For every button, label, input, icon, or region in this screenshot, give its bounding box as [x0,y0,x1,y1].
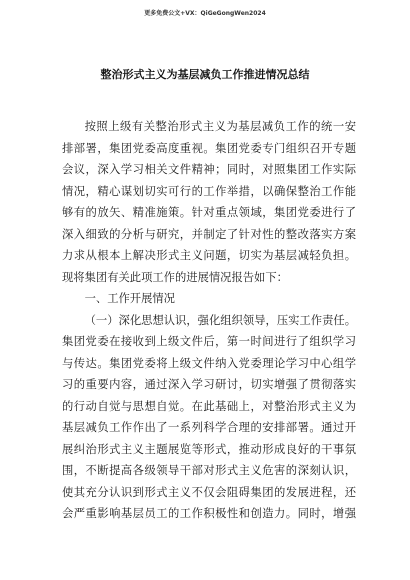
intro-line: 深入细致的分析与研究，并制定了针对性的整改落实方案 [62,227,356,241]
section-line: 使其充分认识到形式主义不仅会阻碍集团的发展进程，还 [62,485,356,499]
section-line: 习的重要内容，通过深入学习研讨，切实增强了贯彻落实 [62,378,356,391]
intro-paragraph [62,116,356,288]
section-heading: 一、工作开展情况 [84,292,175,305]
section-line: 与传达。集团党委将上级文件纳入党委理论学习中心组学 [62,356,356,370]
section-line: 会严重影响基层员工的工作积极性和创造力。同时，增强 [62,507,356,520]
intro-line: 现将集团有关此项工作的进展情况报告如下： [62,270,288,284]
section-line: 集团党委在接收到上级文件后，第一时间进行了组织学习 [62,335,356,348]
page-header-note: 更多免费公文+VX：QiGeGongWen2024 [144,10,266,17]
section-line: 的行动自觉与思想自觉。在此基础上，对整治形式主义为 [62,399,356,413]
intro-line: 情况，精心谋划切实可行的工作举措，以确保整治工作能 [62,184,356,198]
document-body [62,116,356,525]
intro-line: 按照上级有关整治形式主义为基层减负工作的统一安 [84,120,356,133]
section-line: 展纠治形式主义主题展览等形式，推动形成良好的干事氛 [62,442,356,456]
intro-line: 力求从根本上解决形式主义问题，切实为基层减轻负担。 [62,249,356,262]
intro-line: 排部署，集团党委高度重视。集团党委专门组织召开专题 [62,141,356,155]
section-line: 围，不断提高各级领导干部对形式主义危害的深刻认识， [62,464,356,477]
intro-line: 会议，深入学习相关文件精神；同时，对照集团工作实际 [62,163,356,176]
intro-line: 够有的放矢、精准施策。针对重点领域，集团党委进行了 [62,206,356,219]
section-line: （一）深化思想认识，强化组织领导，压实工作责任。 [84,313,356,327]
document-title: 整治形式主义为基层减负工作推进情况总结 [100,68,310,81]
section-paragraph [62,310,356,525]
section-line: 基层减负工作作出了一系列科学合理的安排部署。通过开 [62,421,356,434]
